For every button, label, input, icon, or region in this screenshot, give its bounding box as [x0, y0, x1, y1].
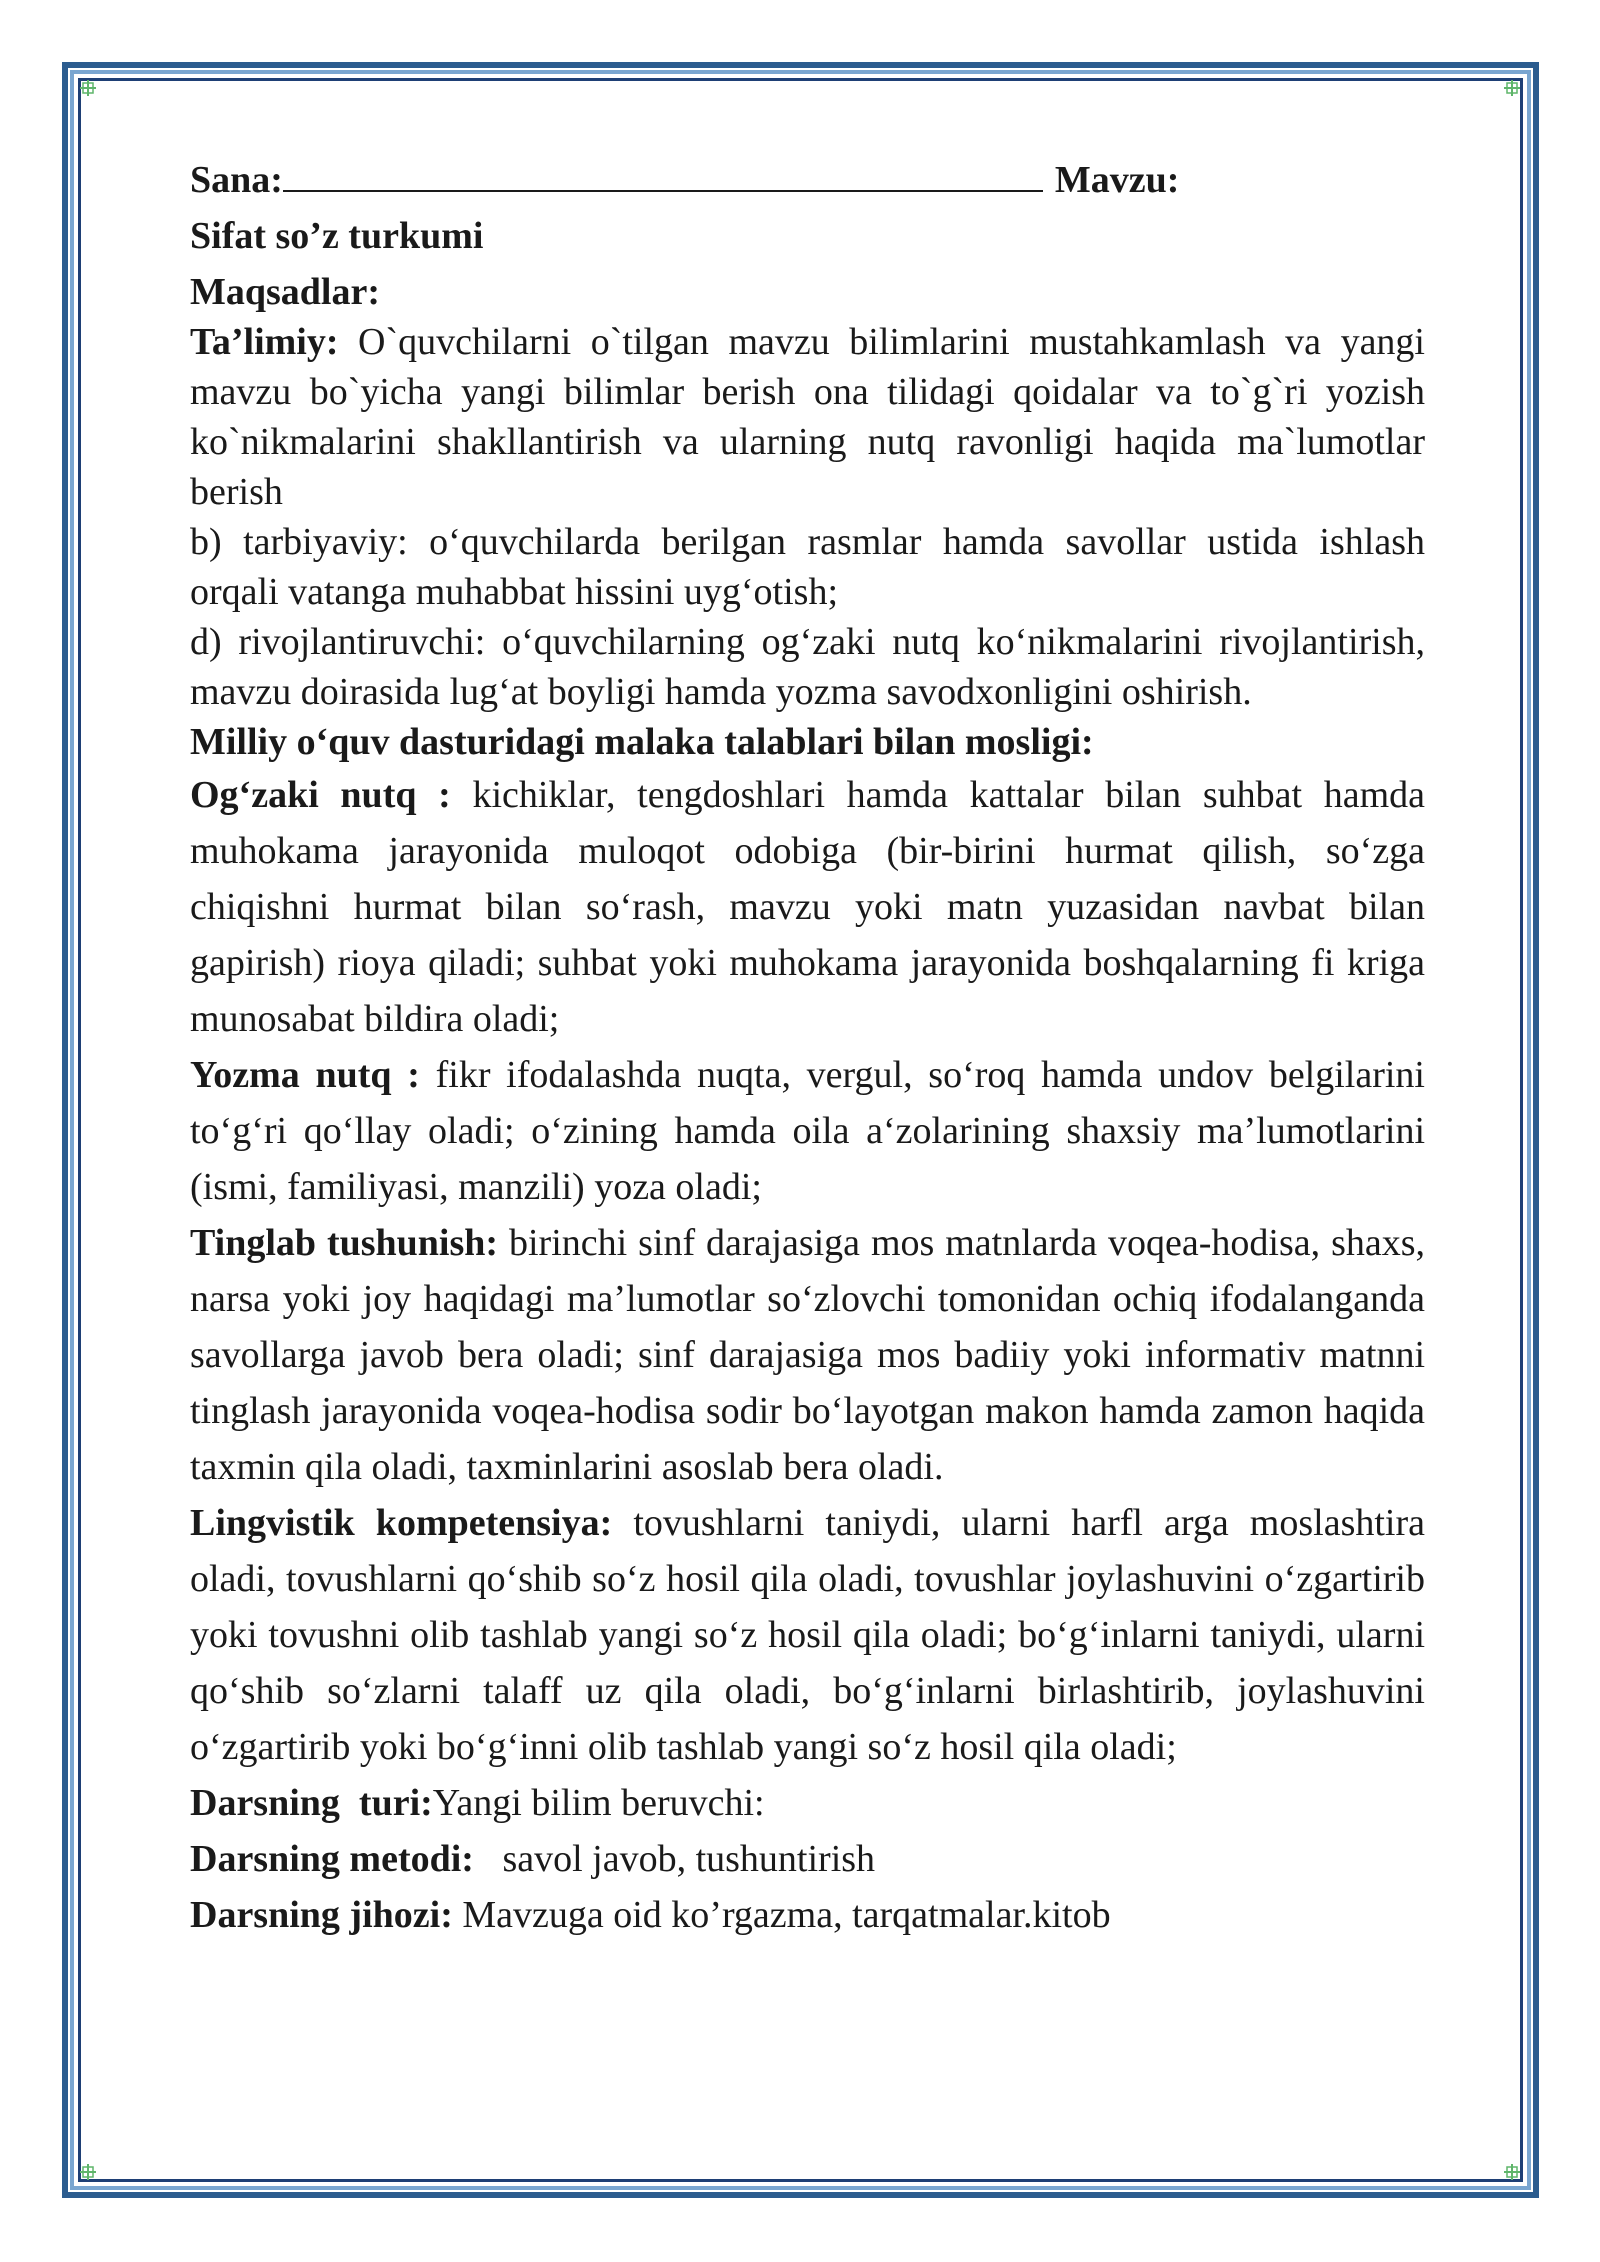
lesson-method	[190, 1831, 1425, 1887]
goal-educational-text: O`quvchilarni o`tilgan mavzu bilimlarini mustahkamlash va yangi mavzu bo`yicha yangi bilimlar berish ona tilidagi qoidalar va to`g`ri yozish ko`nikmalarini shakllantirish va ularning nutq ravonligi haqida ma`lumotlar berish	[190, 321, 1425, 513]
goals-heading: Maqsadlar:	[190, 271, 380, 313]
topic-title: Sifat so’z turkumi	[190, 215, 484, 257]
standard-listening-text: birinchi sinf darajasiga mos matnlarda voqea-hodisa, shaxs, narsa yoki joy haqidagi ma’lumotlar so‘zlovchi tomonidan ochiq ifodalanganda savollarga javob bera oladi; sinf darajasiga mos badiiy yoki informativ matnni tinglash jarayonida voqea-hodisa sodir bo‘layotgan makon hamda zamon haqida taxmin qila oladi, taxminlarini asoslab bera oladi.	[190, 1222, 1426, 1488]
lesson-method-value: savol javob, tushuntirish	[473, 1838, 876, 1880]
standards-heading: Milliy o‘quv dasturidagi malaka talablari bilan mosligi:	[190, 721, 1094, 763]
corner-ornament-icon	[78, 2162, 98, 2182]
standard-written-label: Yozma nutq :	[190, 1054, 420, 1096]
lesson-type-label: Darsning turi:	[190, 1782, 433, 1824]
goal-educational-label: Ta’limiy:	[190, 321, 339, 363]
date-label: Sana:	[190, 159, 283, 201]
goal-developing: d) rivojlantiruvchi: o‘quvchilarning og‘zaki nutq ko‘nikmalarini rivojlantirish, mavzu doirasida lug‘at boyligi hamda yozma savodxonligini oshirish.	[190, 621, 1425, 713]
standard-linguistic	[190, 1495, 1425, 1775]
standard-written-text: fikr ifodalashda nuqta, vergul, so‘roq hamda undov belgilarini to‘g‘ri qo‘llay oladi; o‘zining hamda oila a‘zolarining shaxsiy ma’lumotlarini (ismi, familiyasi, manzili) yoza oladi;	[190, 1054, 1425, 1208]
goal-upbringing: b) tarbiyaviy: o‘quvchilarda berilgan rasmlar hamda savollar ustida ishlash orqali vatanga muhabbat hissini uyg‘otish;	[190, 521, 1425, 613]
lesson-meta	[190, 1775, 1425, 1943]
lesson-equipment	[190, 1887, 1425, 1943]
document-body	[190, 155, 1425, 1943]
header-line	[190, 155, 1425, 205]
standards-section	[190, 767, 1425, 1775]
standard-oral	[190, 767, 1425, 1047]
corner-ornament-icon	[1502, 78, 1522, 98]
standard-linguistic-label: Lingvistik kompetensiya:	[190, 1502, 613, 1544]
standard-listening-label: Tinglab tushunish:	[190, 1222, 499, 1264]
corner-ornament-icon	[1502, 2162, 1522, 2182]
goal-educational	[190, 317, 1425, 517]
topic-label: Mavzu:	[1054, 159, 1180, 201]
standard-listening	[190, 1215, 1425, 1495]
corner-ornament-icon	[78, 78, 98, 98]
date-blank-line	[283, 160, 1043, 192]
standard-oral-text: kichiklar, tengdoshlari hamda kattalar bilan suhbat hamda muhokama jarayonida muloqot odobiga (bir-birini hurmat qilish, so‘zga chiqishni hurmat bilan so‘rash, mavzu yoki matn yuzasidan navbat bilan gapirish) rioya qiladi; suhbat yoki muhokama jarayonida boshqalarning fi kriga munosabat bildira oladi;	[190, 774, 1425, 1040]
lesson-type	[190, 1775, 1425, 1831]
lesson-type-value: Yangi bilim beruvchi:	[432, 1782, 765, 1824]
lesson-equipment-value: Mavzuga oid ko’rgazma, tarqatmalar.kitob	[452, 1894, 1111, 1936]
standard-linguistic-text: tovushlarni taniydi, ularni harfl arga moslashtira oladi, tovushlarni qo‘shib so‘z hosil qila oladi, tovushlar joylashuvini o‘zgartirib yoki tovushni olib tashlab yangi so‘z hosil qila oladi; bo‘g‘inlarni taniydi, ularni qo‘shib so‘zlarni talaff uz qila oladi, bo‘g‘inlarni birlashtirib, joylashuvini o‘zgartirib yoki bo‘g‘inni olib tashlab yangi so‘z hosil qila oladi;	[190, 1502, 1425, 1768]
standard-oral-label: Og‘zaki nutq :	[190, 774, 451, 816]
standard-written	[190, 1047, 1425, 1215]
lesson-method-label: Darsning metodi:	[190, 1838, 474, 1880]
lesson-equipment-label: Darsning jihozi:	[190, 1894, 453, 1936]
